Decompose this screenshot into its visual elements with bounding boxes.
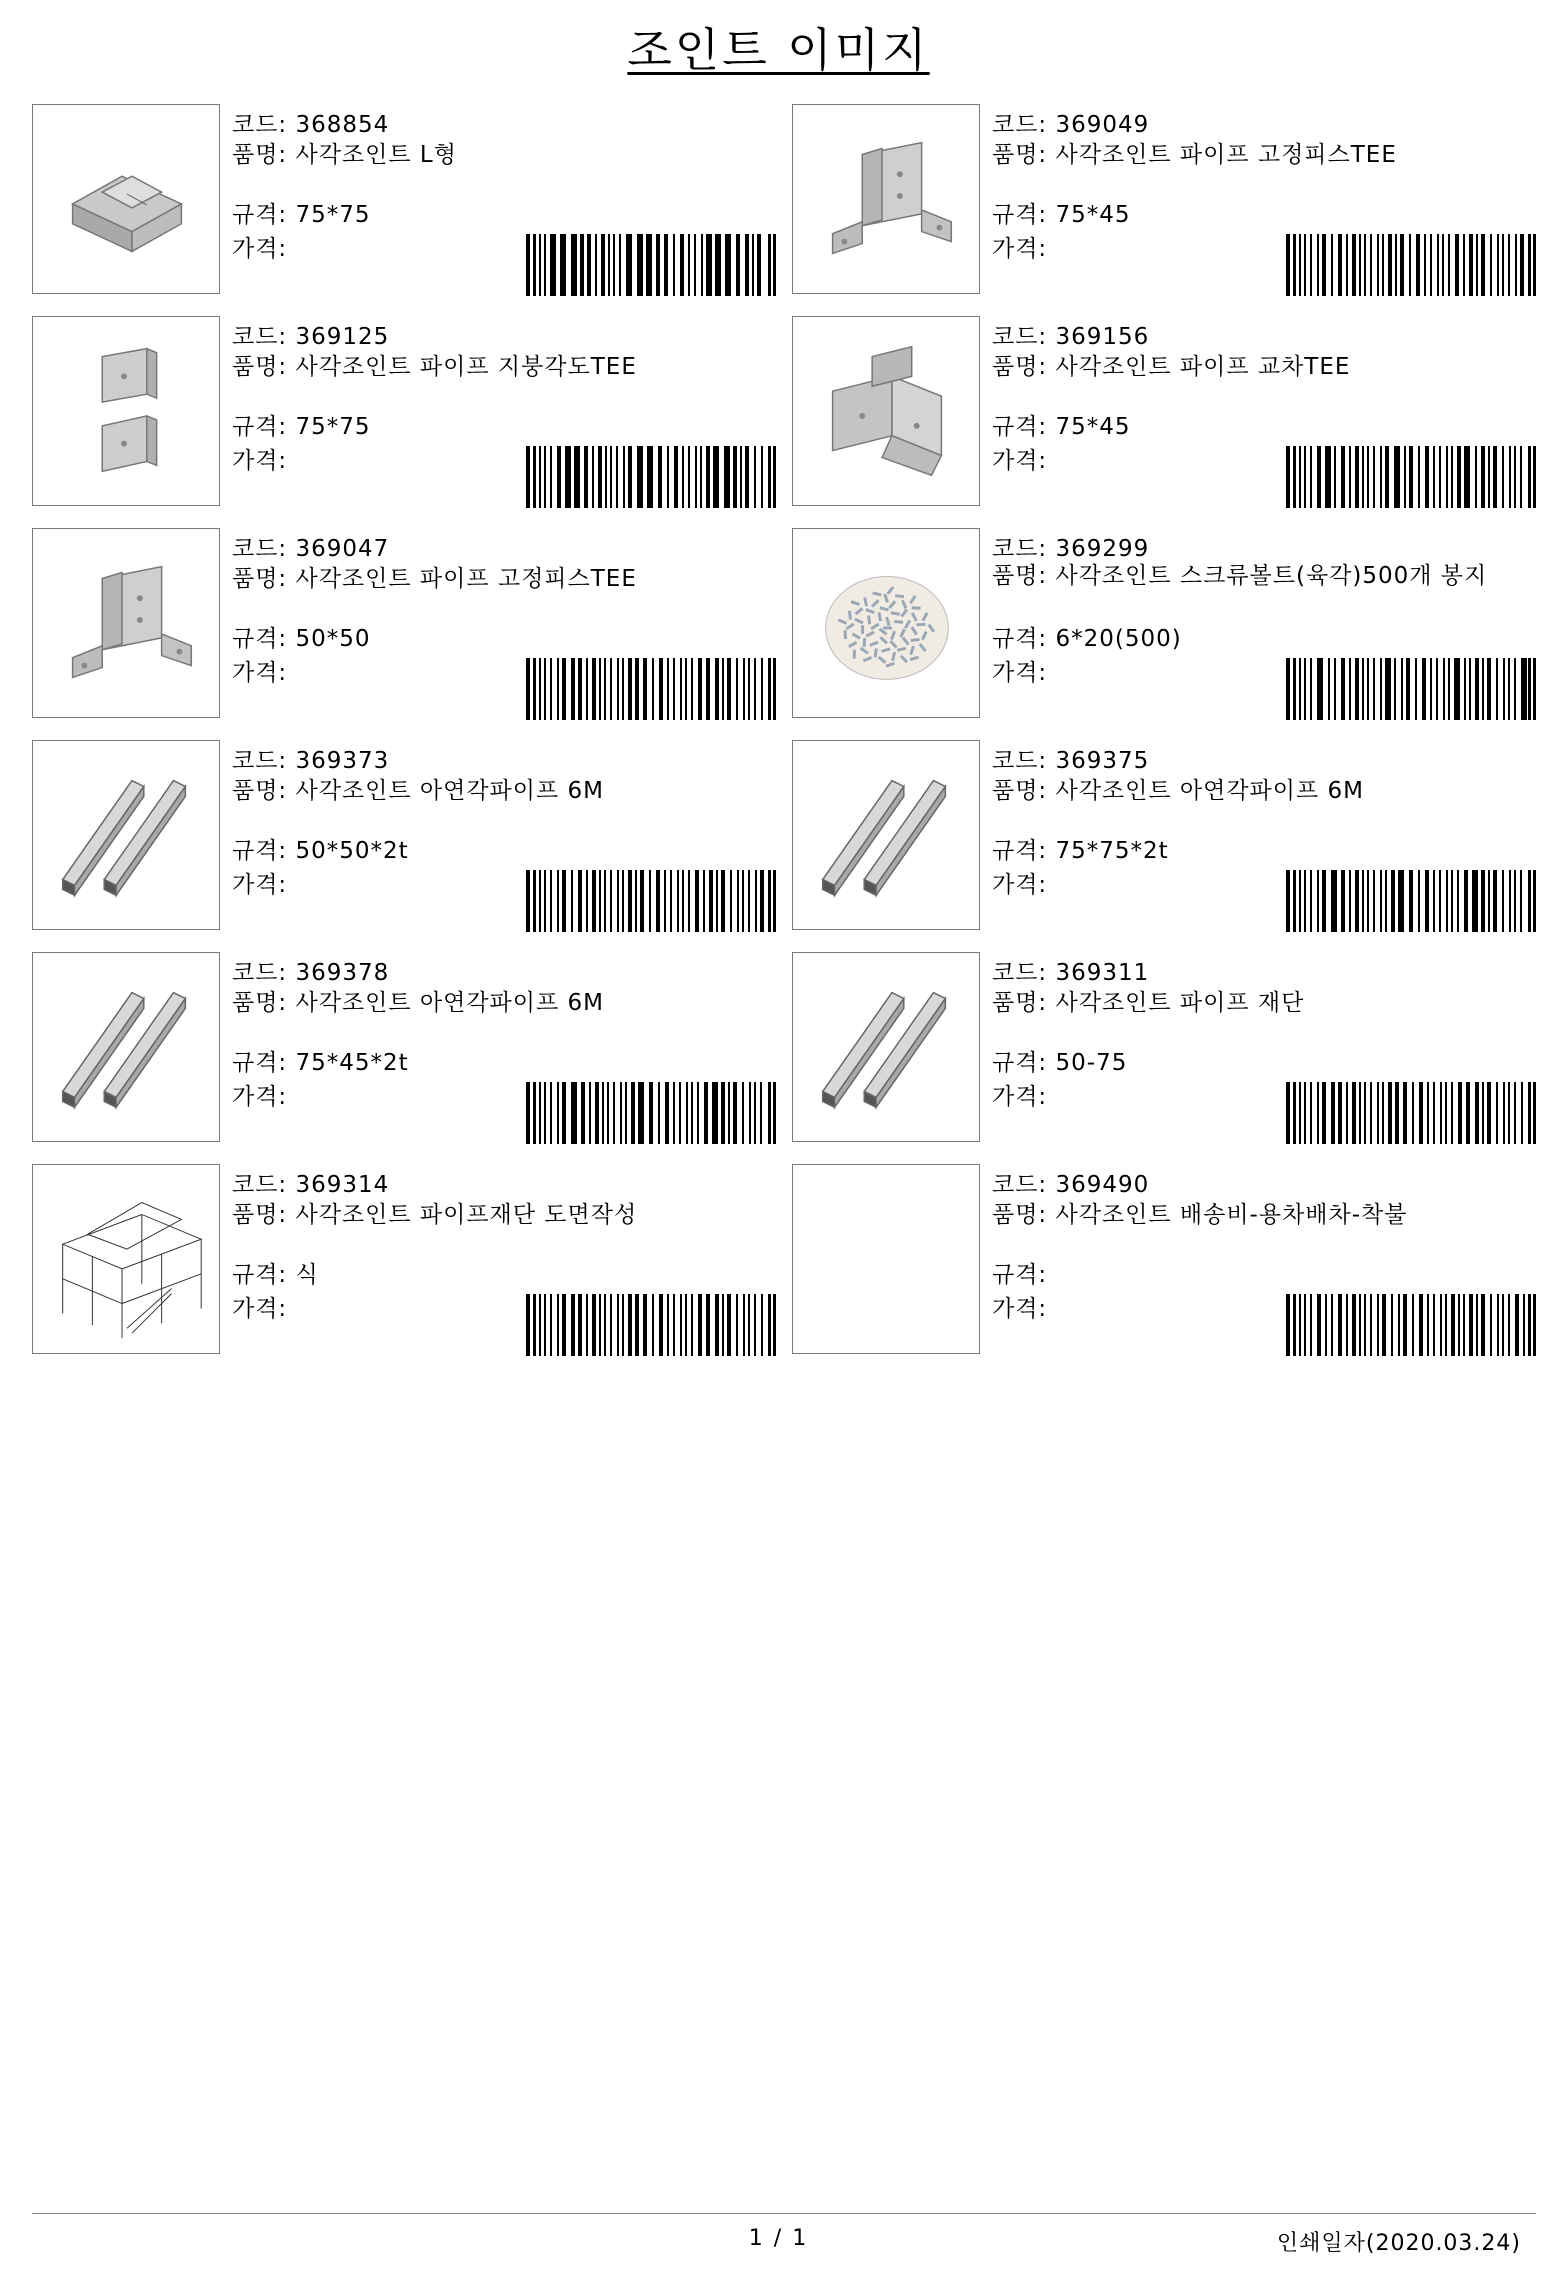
product-code: 369490 — [1055, 1172, 1150, 1198]
product-spec-row — [992, 1262, 1047, 1288]
code-label: 코드: — [232, 960, 288, 986]
name-label: 품명: — [232, 1202, 288, 1228]
u-bracket-icon — [33, 529, 219, 717]
barcode — [526, 446, 776, 508]
spec-label: 규격: — [232, 1262, 288, 1288]
product-image — [32, 528, 220, 718]
product-spec: 50*50 — [295, 626, 371, 652]
product-name: 사각조인트 배송비-용차배차-착불 — [1055, 1202, 1408, 1228]
product-image — [32, 740, 220, 930]
code-label: 코드: — [232, 1172, 288, 1198]
price-label: 가격: — [232, 660, 288, 686]
code-label: 코드: — [232, 536, 288, 562]
product-price-row — [232, 660, 287, 686]
product-code: 369375 — [1055, 748, 1150, 774]
barcode — [1286, 870, 1536, 932]
price-label: 가격: — [992, 236, 1048, 262]
product-price-row — [992, 1296, 1047, 1322]
product-spec-row — [232, 626, 371, 652]
price-label: 가격: — [232, 448, 288, 474]
product-code-row — [232, 536, 389, 562]
product-code: 369299 — [1055, 536, 1150, 562]
barcode — [1286, 1082, 1536, 1144]
name-label: 품명: — [992, 142, 1048, 168]
product-price-row — [992, 236, 1047, 262]
product-card — [32, 740, 780, 932]
product-spec-row — [232, 414, 371, 440]
product-spec-row — [992, 626, 1182, 652]
product-card — [792, 740, 1540, 932]
product-price-row — [232, 236, 287, 262]
product-spec-row — [232, 1262, 319, 1288]
barcode — [1286, 446, 1536, 508]
product-card — [32, 316, 780, 508]
product-price-row — [232, 1296, 287, 1322]
price-label: 가격: — [232, 1084, 288, 1110]
product-name-row — [232, 990, 604, 1016]
product-code-row — [232, 324, 389, 350]
code-label: 코드: — [992, 960, 1048, 986]
product-spec-row — [992, 1050, 1127, 1076]
product-code-row — [992, 1172, 1149, 1198]
barcode — [1286, 658, 1536, 720]
cross-bracket-icon — [793, 317, 979, 505]
product-name-row — [232, 142, 457, 168]
product-code: 368854 — [295, 112, 390, 138]
product-code-row — [232, 960, 389, 986]
product-spec: 75*75 — [295, 202, 371, 228]
product-name-row — [992, 990, 1304, 1016]
spec-label: 규격: — [992, 838, 1048, 864]
barcode — [526, 1082, 776, 1144]
name-label: 품명: — [232, 142, 288, 168]
code-label: 코드: — [992, 536, 1048, 562]
product-card — [792, 316, 1540, 508]
name-label: 품명: — [232, 778, 288, 804]
product-spec: 식 — [295, 1262, 319, 1288]
product-price-row — [232, 448, 287, 474]
barcode — [1286, 234, 1536, 296]
product-card — [792, 528, 1540, 720]
product-price-row — [992, 872, 1047, 898]
screw-bag-icon — [793, 529, 979, 717]
product-image — [792, 528, 980, 718]
product-code-row — [232, 112, 389, 138]
product-name-row — [232, 1202, 637, 1228]
product-image — [792, 1164, 980, 1354]
product-price-row — [992, 1084, 1047, 1110]
product-code-row — [992, 324, 1149, 350]
square-pipe-icon — [793, 741, 979, 929]
product-price-row — [232, 872, 287, 898]
product-code: 369156 — [1055, 324, 1150, 350]
barcode — [526, 658, 776, 720]
spec-label: 규격: — [232, 838, 288, 864]
product-image — [792, 740, 980, 930]
product-spec: 50*50*2t — [295, 838, 409, 864]
barcode — [526, 234, 776, 296]
spec-label: 규격: — [232, 626, 288, 652]
product-spec: 50-75 — [1055, 1050, 1128, 1076]
price-label: 가격: — [232, 236, 288, 262]
product-spec: 75*75 — [295, 414, 371, 440]
l-bracket-icon — [33, 105, 219, 293]
barcode — [526, 870, 776, 932]
product-code: 369125 — [295, 324, 390, 350]
product-code: 369314 — [295, 1172, 390, 1198]
product-image — [32, 316, 220, 506]
square-pipe-icon — [33, 953, 219, 1141]
product-spec-row — [232, 202, 371, 228]
name-label: 품명: — [992, 563, 1048, 589]
product-code-row — [992, 748, 1149, 774]
product-price-row — [992, 448, 1047, 474]
product-name-row — [992, 142, 1397, 168]
name-label: 품명: — [232, 354, 288, 380]
page-number: 1 / 1 — [748, 2226, 809, 2251]
code-label: 코드: — [992, 1172, 1048, 1198]
product-image — [32, 952, 220, 1142]
footer-divider — [32, 2213, 1536, 2214]
price-label: 가격: — [992, 1084, 1048, 1110]
product-name-row — [232, 778, 604, 804]
product-spec-row — [992, 838, 1169, 864]
spec-label: 규격: — [992, 414, 1048, 440]
product-name-row — [232, 566, 637, 592]
product-card — [792, 952, 1540, 1144]
product-price-row — [232, 1084, 287, 1110]
product-name-row — [992, 778, 1364, 804]
u-bracket-icon — [793, 105, 979, 293]
product-code: 369049 — [1055, 112, 1150, 138]
spec-label: 규격: — [232, 202, 288, 228]
product-name: 사각조인트 스크류볼트(육각)500개 봉지 — [1055, 563, 1488, 589]
price-label: 가격: — [992, 1296, 1048, 1322]
code-label: 코드: — [232, 324, 288, 350]
spec-label: 규격: — [992, 1262, 1048, 1288]
product-spec: 6*20(500) — [1055, 626, 1182, 652]
product-spec: 75*45*2t — [295, 1050, 409, 1076]
name-label: 품명: — [992, 1202, 1048, 1228]
product-code-row — [232, 748, 389, 774]
product-spec: 75*45 — [1055, 414, 1131, 440]
product-name: 사각조인트 아연각파이프 6M — [295, 778, 604, 804]
barcode — [1286, 1294, 1536, 1356]
product-name: 사각조인트 파이프 지붕각도TEE — [295, 354, 637, 380]
product-name: 사각조인트 파이프 교차TEE — [1055, 354, 1351, 380]
product-image — [32, 104, 220, 294]
code-label: 코드: — [992, 748, 1048, 774]
product-name: 사각조인트 파이프 고정피스TEE — [1055, 142, 1397, 168]
product-name: 사각조인트 파이프 재단 — [1055, 990, 1305, 1016]
product-card — [792, 104, 1540, 296]
product-name: 사각조인트 아연각파이프 6M — [1055, 778, 1364, 804]
name-label: 품명: — [992, 354, 1048, 380]
structure-drawing-icon — [33, 1165, 219, 1353]
product-code-row — [992, 112, 1149, 138]
code-label: 코드: — [992, 112, 1048, 138]
product-card — [792, 1164, 1540, 1356]
product-spec-row — [232, 838, 409, 864]
code-label: 코드: — [232, 748, 288, 774]
product-image — [32, 1164, 220, 1354]
name-label: 품명: — [232, 566, 288, 592]
product-code-row — [992, 960, 1149, 986]
name-label: 품명: — [992, 778, 1048, 804]
price-label: 가격: — [992, 660, 1048, 686]
angle-bracket-icon — [33, 317, 219, 505]
page-title: 조인트 이미지 — [627, 23, 930, 77]
product-name-row — [992, 1202, 1407, 1228]
name-label: 품명: — [232, 990, 288, 1016]
price-label: 가격: — [992, 872, 1048, 898]
product-name: 사각조인트 파이프재단 도면작성 — [295, 1202, 638, 1228]
price-label: 가격: — [232, 872, 288, 898]
product-code: 369378 — [295, 960, 390, 986]
product-spec-row — [992, 202, 1131, 228]
product-code-row — [992, 536, 1149, 562]
product-spec-row — [992, 414, 1131, 440]
product-code-row — [232, 1172, 389, 1198]
price-label: 가격: — [232, 1296, 288, 1322]
barcode — [526, 1294, 776, 1356]
product-name: 사각조인트 파이프 고정피스TEE — [295, 566, 637, 592]
product-name-row — [992, 354, 1350, 380]
product-price-row — [992, 660, 1047, 686]
spec-label: 규격: — [992, 202, 1048, 228]
product-card — [32, 1164, 780, 1356]
name-label: 품명: — [992, 990, 1048, 1016]
product-card — [32, 528, 780, 720]
product-spec: 75*75*2t — [1055, 838, 1169, 864]
product-card — [32, 952, 780, 1144]
code-label: 코드: — [232, 112, 288, 138]
spec-label: 규격: — [232, 1050, 288, 1076]
product-name: 사각조인트 아연각파이프 6M — [295, 990, 604, 1016]
product-name: 사각조인트 L형 — [295, 142, 457, 168]
product-code: 369047 — [295, 536, 390, 562]
product-code: 369373 — [295, 748, 390, 774]
spec-label: 규격: — [992, 626, 1048, 652]
product-card — [32, 104, 780, 296]
spec-label: 규격: — [232, 414, 288, 440]
product-code: 369311 — [1055, 960, 1150, 986]
code-label: 코드: — [992, 324, 1048, 350]
spec-label: 규격: — [992, 1050, 1048, 1076]
product-name-row — [232, 354, 637, 380]
product-image — [792, 104, 980, 294]
product-spec-row — [232, 1050, 409, 1076]
print-date: 인쇄일자(2020.03.24) — [1276, 2231, 1521, 2256]
square-pipe-icon — [33, 741, 219, 929]
square-pipe-icon — [793, 953, 979, 1141]
price-label: 가격: — [992, 448, 1048, 474]
product-image — [792, 952, 980, 1142]
product-name-row — [992, 563, 1532, 589]
product-spec: 75*45 — [1055, 202, 1131, 228]
product-image — [792, 316, 980, 506]
